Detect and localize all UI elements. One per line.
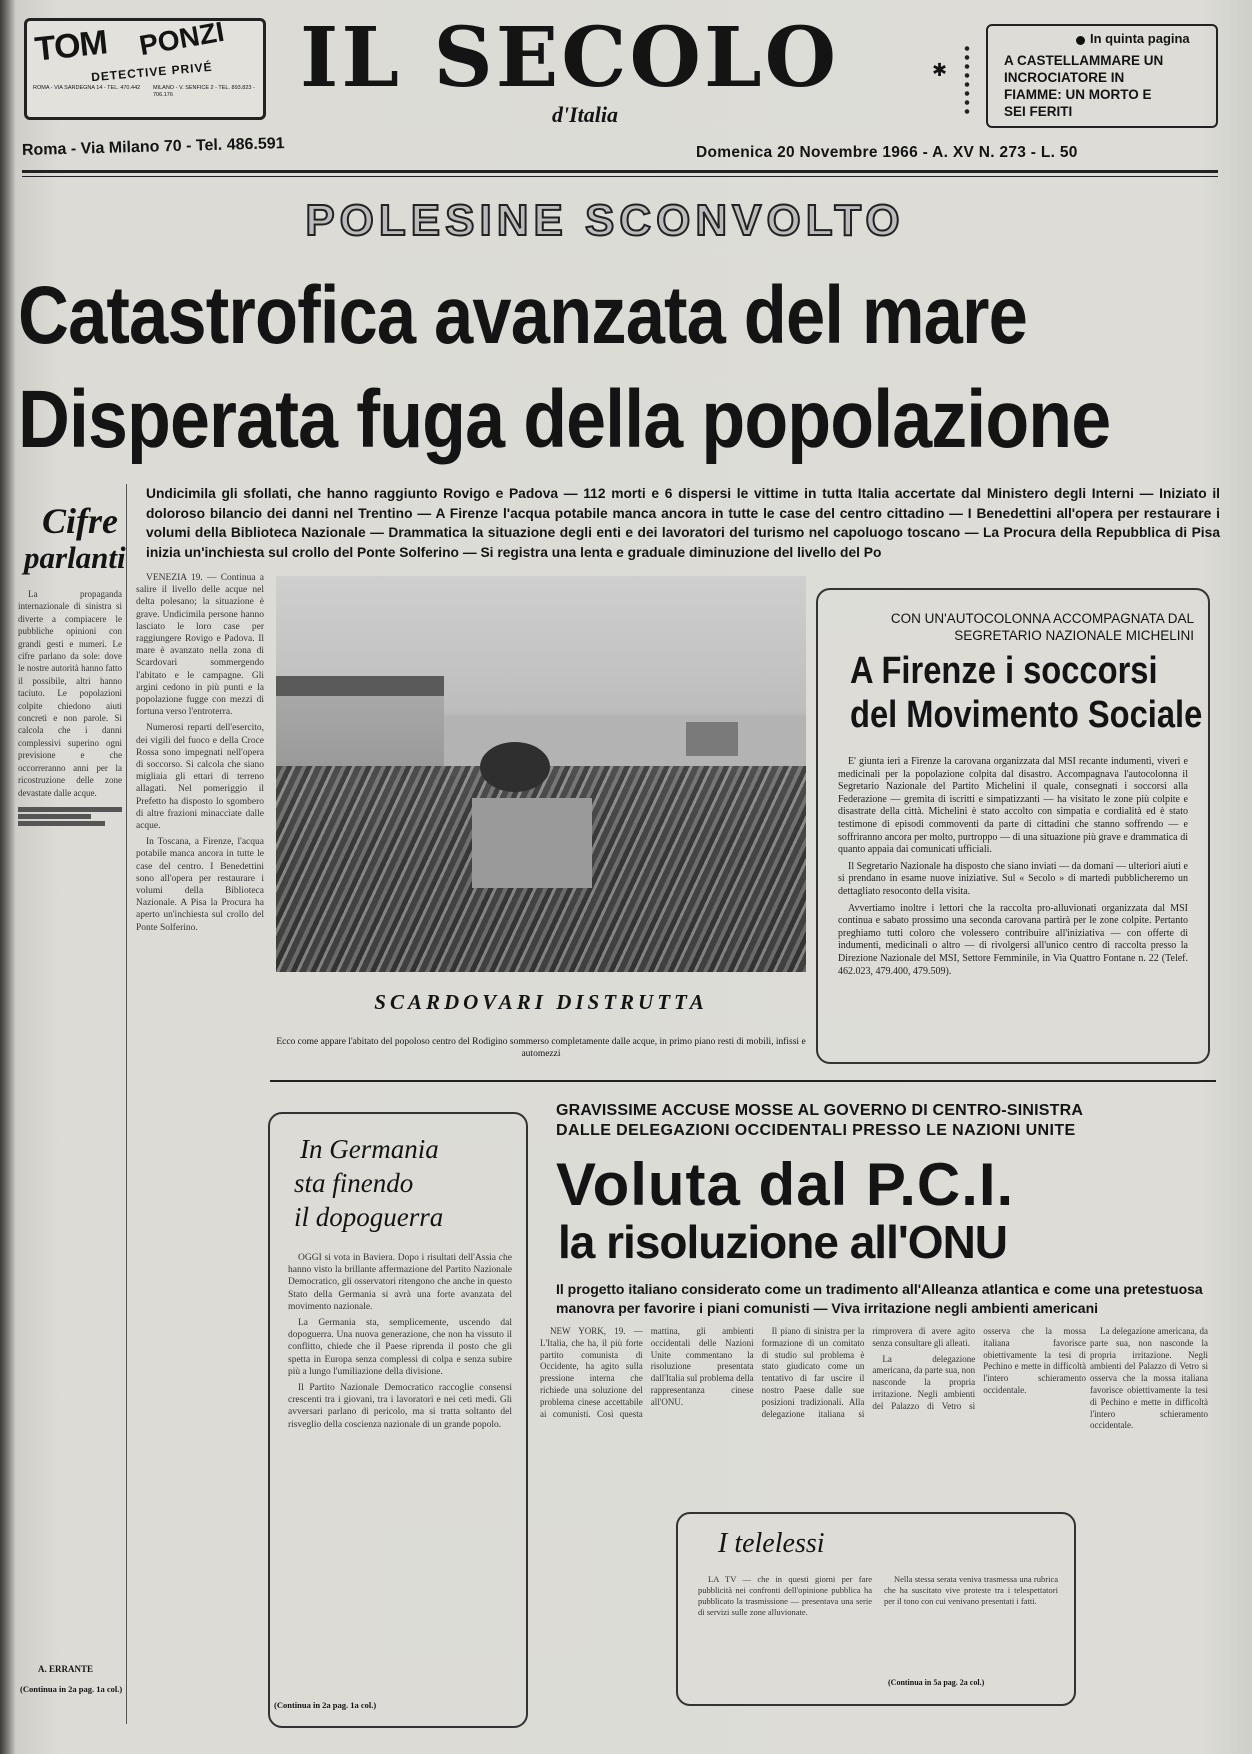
msi-headline-2: del Movimento Sociale [850, 694, 1203, 736]
dateline: Domenica 20 Novembre 1966 - A. XV N. 273 - L. 50 [696, 144, 1078, 161]
teaser-box [986, 24, 1218, 128]
teaser-text: A CASTELLAMMARE UN INCROCIATORE IN FIAMME: UN MORTO E SEI FERITI [1004, 53, 1164, 119]
germania-headline-2: sta finendo [294, 1168, 414, 1198]
msi-body-2: Il Segretario Nazionale ha disposto che siano inviati — da domani — ulteriori aiuti e si prendano in esame nuove iniziative. Sul « Secolo » di martedì pubblicheremo un dettagliato resoconto della visita. [838, 860, 1188, 897]
germania-body-1: OGGI si vota in Baviera. Dopo i risultati dell'Assia che hanno visto la brillante affermazione del Partito Nazionale Democratico, gli osservatori ritengono che anche in questo Stato della Germania si avrà una forte avanzata del movimento nazionale. [288, 1253, 512, 1312]
photo-umbrella [480, 742, 550, 792]
onu-body-1: NEW YORK, 19. — L'Italia, che ha, il più forte partito comunista di Occidente, ha agito sulla pressione interna che richiede una soluzione del problema cinese accettabile ai comunisti. Così questa mattina, gli ambienti occidentali delle Nazioni Unite commentano la risoluzione presentata dall'Italia sul problema della rappresentanza cinese all'ONU. [540, 1326, 754, 1419]
lead-body-1: VENEZIA 19. — Continua a salire il livello delle acque nel delta polesano; la situazione è grave. Undicimila persone hanno lasciato le loro case per raggiungere Rovigo e Padova. Il mare è avanzato nella zona di Scardovari sommergendo l'abitato e le campagne. Gli argini cedono in più punti e la popolazione fugge con mezzi di fortuna verso l'entroterra. [136, 573, 264, 718]
onu-kicker-2: DALLE DELEGAZIONI OCCIDENTALI PRESSO LE NAZIONI UNITE [556, 1122, 1076, 1139]
lead-body-3: In Toscana, a Firenze, l'acqua potabile manca ancora in tutte le case del centro. I Benedettini sono all'opera per restaurare i volumi della Biblioteca Nazionale. A Pisa la Procura ha aperto un'inchiesta sul crollo del Ponte Solferino. [136, 837, 264, 933]
telelessi-body-1: LA TV — che in questi giorni per fare pubblicità nei confronti dell'opinione pubblica ha pubblicato la trasmissione — presentava una serie di servizi sulle zone alluvionate. [698, 1574, 872, 1617]
telelessi-continued: (Continua in 5a pag. 2a col.) [888, 1678, 985, 1687]
section-rule [270, 1080, 1216, 1082]
photo-caption: Ecco come appare l'abitato del popoloso centro del Rodigino sommerso completamente dalle acque, in primo piano resti di mobili, infissi e automezzi [276, 1037, 806, 1059]
germania-continued: (Continua in 2a pag. 1a col.) [274, 1700, 377, 1710]
germania-box [268, 1112, 528, 1728]
masthead-rule-2 [22, 176, 1218, 177]
left-column-rule [126, 484, 127, 1724]
onu-kicker-1: GRAVISSIME ACCUSE MOSSE AL GOVERNO DI CENTRO-SINISTRA [556, 1102, 1084, 1119]
onu-body-3-repeat: La delegazione americana, da parte sua, non nasconde la propria irritazione. Negli ambienti del Palazzo di Vetro si osserva che la mossa italiana favorisce obiettivamente la tesi di Pechino e mette in difficoltà l'intero schieramento occidentale. [1090, 1326, 1208, 1431]
star-glyph: ✱ [932, 60, 948, 80]
telelessi-body-2: Nella stessa serata veniva trasmessa una rubrica che ha suscitato vive proteste tra i telespettatori per il tono con cui venivano presentati i fatti. [884, 1574, 1058, 1606]
lead-headline-1: Catastrofica avanzata del mare [18, 270, 1027, 361]
ad-small-left: ROMA - VIA SARDEGNA 14 - TEL. 470.442 [33, 85, 141, 91]
photo-distant-house [686, 722, 738, 756]
scardovari-photo [276, 576, 806, 972]
cifre-text: La propaganda internazionale di sinistra si diverte a compiacere le pubbliche opinioni con grandi gesti e numeri. Le cifre parlano da sole: dove le nostre autorità hanno fatto il possibile, altri hanno taciuto. Le popolazioni colpite chiedono aiuti concreti e non parole. Si calcola che i danni complessivi superino ogni previsione e che occorreranno anni per la ricostruzione delle zone devastate dalle acque. [18, 589, 122, 798]
msi-body-3: Avvertiamo inoltre i lettori che la raccolta pro-alluvionati organizzata dal MSI continua e sabato prossimo una seconda carovana partirà per le zone colpite. Pertanto preghiamo tutti coloro che volessero contribuire all'iniziativa — con offerte di indumenti, medicinali o altro — di rivolgersi all'unico centro di raccolta presso la Direzione Nazionale del MSI, Settore Femminile, in Via Quattro Fontane n. 22 (Telef. 462.023, 479.400, 479.509). [838, 902, 1188, 977]
ad-box [24, 15, 266, 120]
telelessi-box [676, 1512, 1076, 1706]
lead-body-2: Numerosi reparti dell'esercito, dei vigili del fuoco e della Croce Rossa sono impegnati nell'opera di soccorso. Si calcola che siano migliaia gli ettari di terreno allagati. Nel pomeriggio il Prefetto ha disposto lo sgombero di altre frazioni minacciate dalle acque. [136, 723, 264, 832]
germania-body [288, 1252, 512, 1688]
onu-body-2: Il piano di sinistra per la formazione di un comitato di studio sul problema è stato giudicato come un tentativo di far uscire il nostro Paese dalle sue posizioni tradizionali. Alla delegazione italiana si rimprovera di avere agito senza consultare gli alleati. [761, 1326, 976, 1419]
teaser-label: In quinta pagina [1090, 31, 1190, 46]
msi-kicker: CON UN'AUTOCOLONNA ACCOMPAGNATA DAL SEGRETARIO NAZIONALE MICHELINI [890, 611, 1194, 643]
onu-headline-1: Voluta dal P.C.I. [556, 1151, 1015, 1218]
newspaper-subtitle: d'Italia [552, 102, 619, 127]
telelessi-body [698, 1574, 1058, 1690]
bullet-icon [1076, 36, 1085, 45]
photo-house [276, 676, 444, 766]
dot-column [964, 44, 970, 116]
msi-box [816, 588, 1210, 1064]
msi-body [838, 756, 1188, 1052]
cifre-continued: (Continua in 2a pag. 1a col.) [20, 1684, 123, 1694]
lead-summary: Undicimila gli sfollati, che hanno raggiunto Rovigo e Padova — 112 morti e 6 dispersi le vittime in tutta Italia accertate dal Ministero degli Interni — Iniziato il doloroso bilancio dei danni nel Trentino — A Firenze l'acqua potabile manca ancora in tutte le case del centro cittadino — I Benedettini all'opera per restaurare i volumi della Biblioteca Nazionale — Drammatica la situazione degli enti e dei lavoratori del turismo nel capoluogo toscano — La Procura della Repubblica di Pisa inizia un'inchiesta sul crollo del Ponte Solferino — Si registra una lenta e graduale diminuzione del livello del Po [146, 486, 1220, 560]
ad-brand-1: TOM [33, 23, 109, 69]
onu-right-column [1090, 1326, 1208, 1712]
onu-summary: Il progetto italiano considerato come un tradimento all'Alleanza atlantica e come una pretestuosa manovra per favorire i piani comunisti — Viva irritazione negli ambienti americani [556, 1281, 1203, 1316]
cifre-signature: A. ERRANTE [38, 1664, 94, 1674]
photo-furniture [472, 798, 592, 888]
lead-headline-2: Disperata fuga della popolazione [18, 374, 1111, 465]
cifre-title-1: Cifre [42, 501, 118, 541]
msi-body-1: E' giunta ieri a Firenze la carovana organizzata dal MSI recante indumenti, viveri e medicinali per la popolazione colpita dal disastro. Accompagnava l'autocolonna il Segretario Nazionale del Partito Michelini il quale, consegnati i soccorsi alla Federazione — gremita di iscritti e simpatizzanti — ha visitato le zone più colpite e disastrate della città. Michelini è stato accolto con simpatia e cordialità ed è stato testimone di episodi commoventi da parte di cittadini che stanno soffrendo — e soffriranno ancora per molto, purtroppo — di una situazione più grave e drammatica di quanto appaia dai comunicati ufficiali. [838, 756, 1188, 856]
cifre-title-2: parlanti [24, 540, 126, 575]
telelessi-title: I telelessi [718, 1528, 825, 1559]
newspaper-title: IL SECOLO [300, 10, 840, 106]
germania-headline-1: In Germania [300, 1134, 439, 1164]
cifre-body [18, 588, 122, 1644]
address-line: Roma - Via Milano 70 - Tel. 486.591 [21, 135, 285, 159]
lead-kicker: POLESINE SCONVOLTO [305, 196, 905, 245]
ad-small-right: MILANO - V. SENFICE 2 - TEL. 893.823 - 706.176 [153, 85, 255, 98]
germania-body-3: Il Partito Nazionale Democratico raccoglie consensi crescenti tra i giovani, tra i lavoratori e nei ceti medi. Gli avversari parlano di pericolo, ma si tratta soltanto del risveglio della coscienza nazionale di un grande popolo. [288, 1383, 512, 1430]
lead-body-column [136, 572, 264, 1722]
masthead-rule [22, 170, 1218, 173]
ad-brand-2: PONZI [136, 15, 227, 62]
onu-body-3: La delegazione americana, da parte sua, non nasconde la propria irritazione. Negli ambienti del Palazzo di Vetro si osserva che la mossa italiana favorisce obiettivamente la tesi di Pechino e mette in difficoltà l'intero schieramento occidentale. [872, 1326, 1086, 1411]
msi-headline-1: A Firenze i soccorsi [850, 650, 1158, 692]
photo-title: SCARDOVARI DISTRUTTA [374, 990, 708, 1014]
onu-headline-2: la risoluzione all'ONU [558, 1216, 1008, 1268]
ad-tagline: DETECTIVE PRIVÉ [90, 59, 214, 85]
germania-body-2: La Germania sta, semplicemente, uscendo dal dopoguerra. Una nuova generazione, che non ha vissuto il conflitto, chiede che il Paese riprenda il posto che gli spetta in Europa senza complessi di colpa e senza subire più a lungo l'umiliazione della divisione. [288, 1318, 512, 1377]
germania-headline-3: il dopoguerra [294, 1202, 444, 1232]
